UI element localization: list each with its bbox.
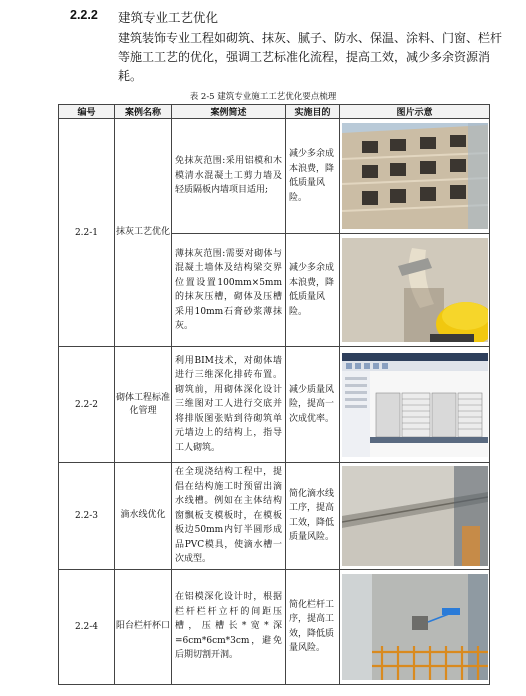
case-purpose: 减少质量风险，提高一次成优率。 (286, 347, 340, 463)
drip-line-image (342, 466, 488, 566)
case-number: 2.2-3 (59, 463, 115, 570)
case-name: 抹灰工艺优化 (115, 119, 172, 347)
case-description: 薄抹灰范围:需要对砌体与混凝土墙体及结构梁交界位置设置100mm×5mm的抹灰压槽，砌体及压槽采用10mm石膏砂浆薄抹灰。 (172, 234, 286, 347)
case-name: 阳台栏杆杯口 (115, 569, 172, 684)
table-row (59, 569, 490, 684)
case-name: 砌体工程标准化管理 (115, 347, 172, 463)
intro-paragraph: 建筑装饰专业工程如砌筑、抹灰、腻子、防水、保温、涂料、门窗、栏杆等施工工艺的优化，强调工艺标准化流程，提高工效，减少多余资源消耗。 (118, 31, 503, 83)
case-description: 在全现浇结构工程中，提倡在结构施工时预留出滴水线槽。例如在主体结构窗飘板支模板时，在模板板边50mm内钉半圆形成品PVC模具，使滴水槽一次成型。 (172, 463, 286, 570)
table-row (59, 463, 490, 570)
table-row (59, 347, 490, 463)
header-case-name: 案例名称 (115, 105, 172, 119)
section-title: 建筑专业工艺优化 (118, 10, 219, 25)
bim-model-image (342, 353, 488, 457)
case-number: 2.2-1 (59, 119, 115, 347)
case-description: 利用BIM技术，对砌体墙进行三维深化排砖布置。砌筑前，用砌体深化设计三维图对工人进行交底并将排版图张贴到待砌筑单元墙边上的结构上，指导工人砌筑。 (172, 347, 286, 463)
case-description: 免抹灰范围:采用铝模和木模清水混凝土工剪力墙及轻质隔板内墙项目适用; (172, 119, 286, 234)
case-image-cell (340, 463, 490, 570)
case-number: 2.2-2 (59, 347, 115, 463)
concrete-building-image (342, 123, 488, 229)
case-number: 2.2-4 (59, 569, 115, 684)
case-purpose: 简化滴水线工序，提高工效，降低质量风险。 (286, 463, 340, 570)
case-image-cell (340, 119, 490, 234)
worker-plastering-image (342, 238, 488, 342)
section-number: 2.2.2 (70, 8, 98, 22)
case-name: 滴水线优化 (115, 463, 172, 570)
case-image-cell (340, 569, 490, 684)
header-illustration: 图片示意 (340, 105, 490, 119)
case-purpose: 减少多余成本浪费，降低质量风险。 (286, 119, 340, 234)
case-image-cell (340, 234, 490, 347)
header-number: 编号 (59, 105, 115, 119)
header-description: 案例简述 (172, 105, 286, 119)
case-purpose: 简化栏杆工序，提高工效，降低质量风险。 (286, 569, 340, 684)
header-purpose: 实施目的 (286, 105, 340, 119)
balcony-railing-image (342, 574, 488, 680)
case-image-cell (340, 347, 490, 463)
case-purpose: 减少多余成本浪费，降低质量风险。 (286, 234, 340, 347)
table-row (59, 119, 490, 234)
case-description: 在铝模深化设计时，根据栏杆栏杆立杆的间距压槽，压槽长*宽*深=6cm*6cm*3cm，避免后期切割开洞。 (172, 569, 286, 684)
process-optimization-table (58, 104, 490, 685)
table-caption: 表 2-5 建筑专业施工工艺优化要点梳理 (189, 92, 337, 102)
table-header-row (59, 105, 490, 119)
